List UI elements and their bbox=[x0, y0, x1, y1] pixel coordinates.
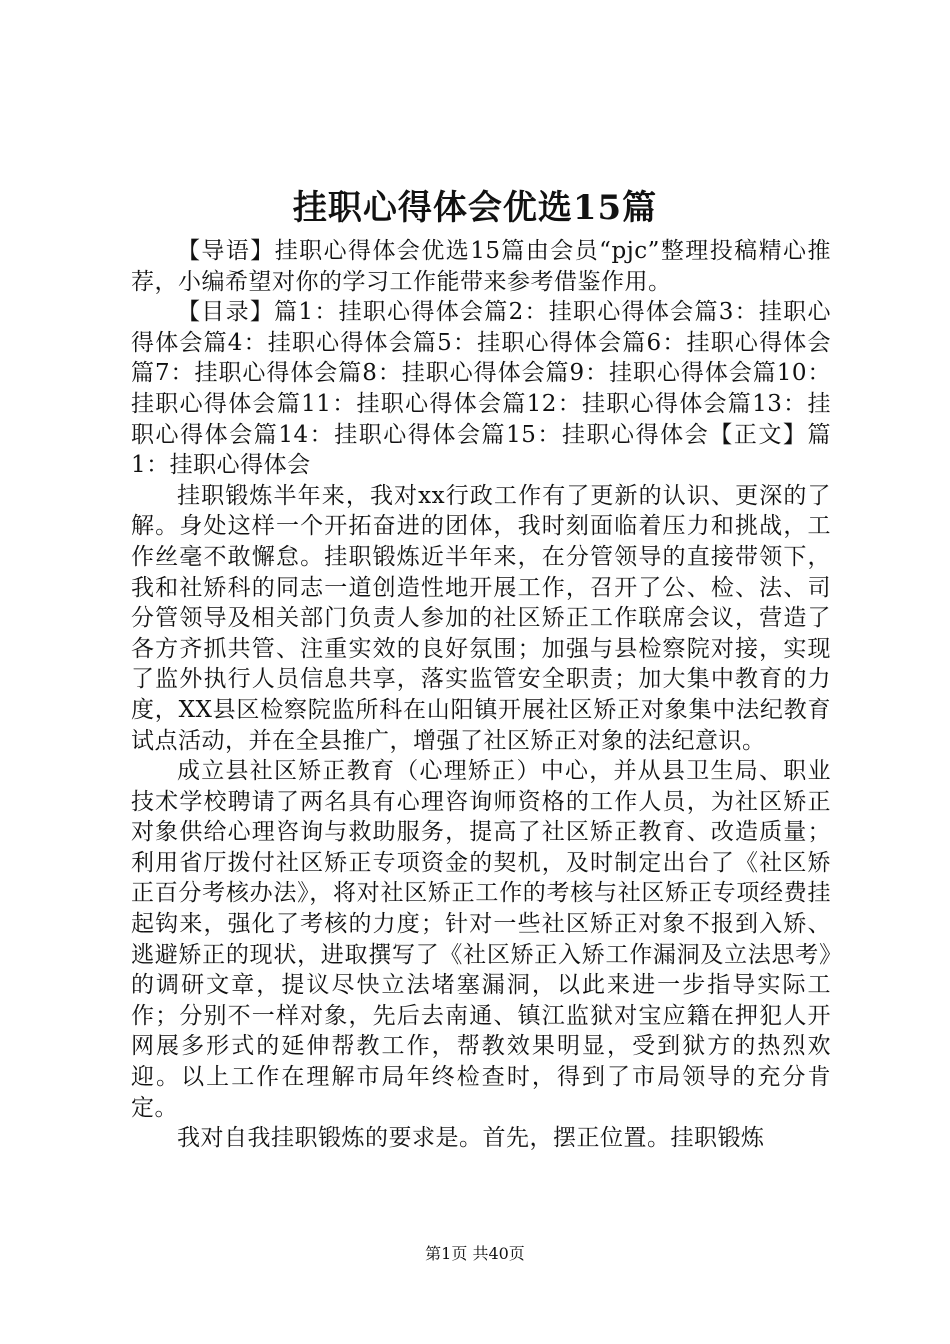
document-title: 挂职心得体会优选15篇 bbox=[292, 188, 658, 228]
paragraph-body-2: 成立县社区矫正教育（心理矫正）中心，并从县卫生局、职业技术学校聘请了两名具有心理咨询师资格的工作人员，为社区矫正对象供给心理咨询与救助服务，提高了社区矫正教育、改造质量；利用省厅拨付社区矫正专项资金的契机，及时制定出台了《社区矫正百分考核办法》，将对社区矫正工作的考核与社区矫正专项经费挂起钩来，强化了考核的力度；针对一些社区矫正对象不报到入矫、逃避矫正的现状，进取撰写了《社区矫正入矫工作漏洞及立法思考》的调研文章，提议尽快立法堵塞漏洞，以此来进一步指导实际工作；分别不一样对象，先后去南通、镇江监狱对宝应籍在押犯人开网展多形式的延伸帮教工作，帮教效果明显，受到狱方的热烈欢迎。以上工作在理解市局年终检查时，得到了市局领导的充分肯定。 bbox=[131, 758, 831, 1121]
page-footer: 第1页 共40页 bbox=[425, 1244, 525, 1263]
paragraph-body-1: 挂职锻炼半年来，我对xx行政工作有了更新的认识、更深的了解。身处这样一个开拓奋进的团体，我时刻面临着压力和挑战，工作丝毫不敢懈怠。挂职锻炼近半年来，在分管领导的直接带领下，我和社矫科的同志一道创造性地开展工作，召开了公、检、法、司分管领导及相关部门负责人参加的社区矫正工作联席会议，营造了各方齐抓共管、注重实效的良好氛围；加强与县检察院对接，实现了监外执行人员信息共享，落实监管安全职责；加大集中教育的力度，XX县区检察院监所科在山阳镇开展社区矫正对象集中法纪教育试点活动，并在全县推广，增强了社区矫正对象的法纪意识。 bbox=[131, 482, 831, 754]
paragraph-intro: 【导语】挂职心得体会优选15篇由会员“pjc”整理投稿精心推荐，小编希望对你的学习工作能带来参考借鉴作用。 bbox=[131, 238, 831, 295]
paragraph-toc: 【目录】篇1：挂职心得体会篇2：挂职心得体会篇3：挂职心得体会篇4：挂职心得体会篇5：挂职心得体会篇6：挂职心得体会篇7：挂职心得体会篇8：挂职心得体会篇9：挂职心得体会篇10：挂职心得体会篇11：挂职心得体会篇12：挂职心得体会篇13：挂职心得体会篇14：挂职心得体会篇15：挂职心得体会【正文】篇1：挂职心得体会 bbox=[131, 299, 831, 479]
paragraph-body-3: 我对自我挂职锻炼的要求是。首先，摆正位置。挂职锻炼 bbox=[177, 1125, 765, 1152]
document-body bbox=[131, 236, 831, 1154]
